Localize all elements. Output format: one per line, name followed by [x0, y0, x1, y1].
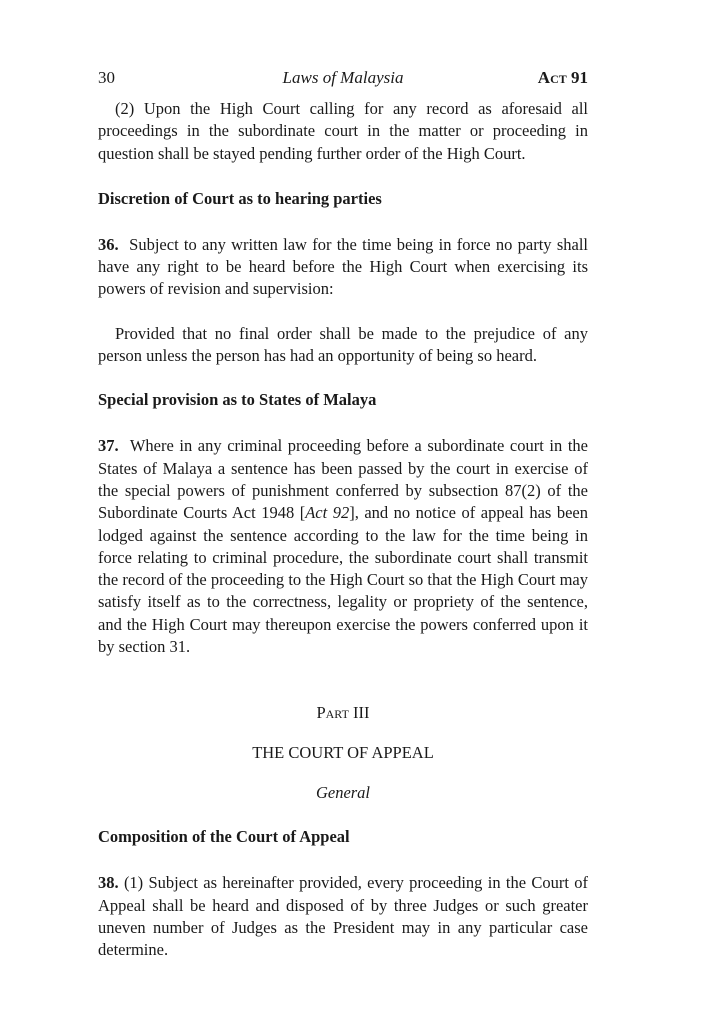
section-37-text-b: ], and no notice of appeal has been lodged against the sentence according to the law for the time being in force relating to criminal procedure, the subordinate court shall transmit the record of the proceeding to the High Court so that the High Court may satisfy itself as to the correctness, legality or propriety of the sentence, and the High Court may thereupon exercise the powers conferred upon it by section 31.	[98, 503, 588, 657]
section-38-heading: Composition of the Court of Appeal	[98, 827, 350, 847]
section-37-number: 37.	[98, 436, 119, 456]
act-label	[538, 67, 588, 89]
page-header	[98, 64, 588, 92]
section-36-heading: Discretion of Court as to hearing parties	[98, 188, 382, 208]
act-number: 91	[571, 68, 588, 87]
document-page	[98, 64, 588, 962]
section-36-text: Subject to any written law for the time being in force no party shall have any right to be heard before the High Court when exercising its powers of revision and supervision:	[98, 234, 588, 299]
part-number: III	[353, 703, 370, 723]
section-37-heading: Special provision as to States of Malaya	[98, 390, 377, 410]
section-36-body	[98, 234, 588, 301]
section-37-act-reference: Act 92	[305, 503, 350, 523]
act-smallcaps: ct	[550, 68, 567, 87]
section-36-proviso: Provided that no final order shall be made to the prejudice of any person unless the person has had an opportunity of being so heard.	[98, 323, 588, 366]
section-38-text: (1) Subject as hereinafter provided, every proceeding in the Court of Appeal shall be heard and disposed of by three Judges or such greater uneven number of Judges as the President may in any particular case determine.	[98, 873, 588, 960]
part-subtitle: General	[315, 783, 371, 803]
part-title: THE COURT OF APPEAL	[252, 743, 434, 763]
page-number: 30	[98, 68, 115, 87]
part-label	[98, 702, 588, 724]
act-prefix: A	[537, 68, 551, 87]
section-38-number: 38.	[98, 873, 119, 893]
section-37-body	[98, 435, 588, 658]
section-36-number: 36.	[98, 234, 119, 254]
part-prefix: P	[316, 703, 326, 723]
section-35-subsection-2: (2) Upon the High Court calling for any record as aforesaid all proceedings in the subordinate court in the matter or proceeding in question shall be stayed pending further order of the High Court.	[98, 99, 588, 163]
section-37-text-a: Where in any criminal proceeding before a subordinate court in the States of Malaya a sentence has been passed by the court in exercise of the special powers of punishment conferred by subsection 87(2) of the Subordinate Courts Act 1948 [	[98, 436, 588, 523]
running-title: Laws of Malaysia	[282, 68, 404, 87]
part-smallcaps: art	[325, 703, 349, 723]
section-38-body	[98, 872, 588, 961]
